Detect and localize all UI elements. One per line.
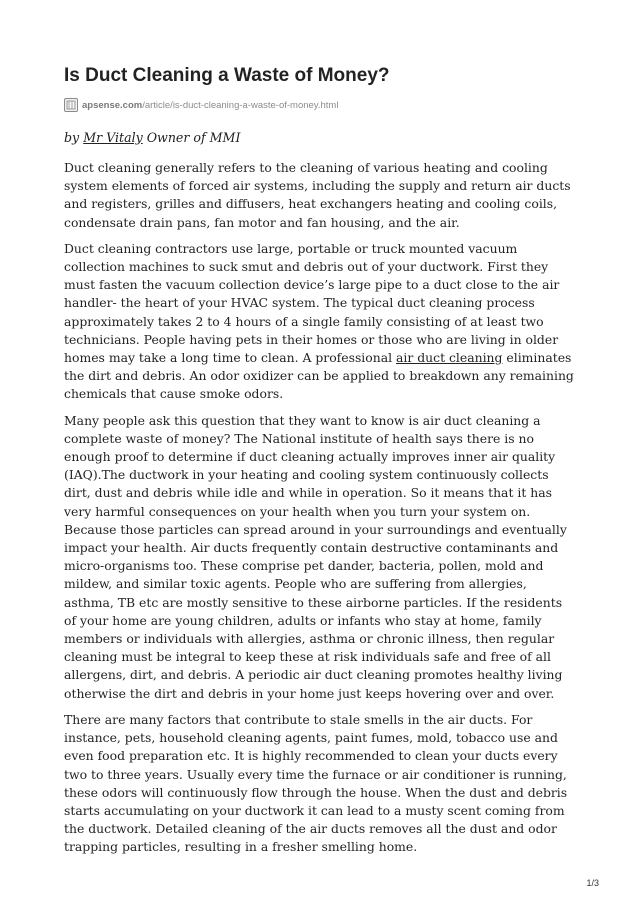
paragraph-2-text-before: Duct cleaning contractors use large, portable or truck mounted vacuum collection machines to suck smut and debris out of your ductwork. First they must fasten the vacuum collection device’s large pipe to a duct close to the air handler- the heart of your HVAC system. The typical duct cleaning process approximately takes 2 to 4 hours of a single family consisting of at least two technicians. People having pets in their homes or those who are living in older homes may take a long time to clean. A professional: [64, 240, 560, 366]
author-link[interactable]: Mr Vitaly: [83, 130, 143, 145]
byline: [64, 129, 576, 147]
source-domain: apsense.com: [82, 99, 143, 111]
paragraph-4: There are many factors that contribute to stale smells in the air ducts. For instance, pets, household cleaning agents, paint fumes, mold, tobacco use and even food preparation etc. It is highly recommended to clean your ducts every two to three years. Usually every time the furnace or air conditioner is running, these odors will continuously flow through the house. When the dust and debris starts accumulating on your ductwork it can lead to a musty scent coming from the ductwork. Detailed cleaning of the air ducts removes all the dust and odor trapping particles, resulting in a fresher smelling home.: [64, 711, 568, 855]
paragraph-3: Many people ask this question that they want to know is air duct cleaning a complete waste of money? The National institute of health says there is no enough proof to determine if duct cleaning actually improves inner air quality (IAQ).The ductwork in your heating and cooling system continuously collects dirt, dust and debris while idle and while in operation. So it means that it has very harmful consequences on your health when you turn your system on. Because those particles can spread around in your surroundings and eventually impact your health. Air ducts frequently contain destructive contaminants and micro-organisms too. These comprise pet dander, bacteria, pollen, mold and mildew, and similar toxic agents. People who are suffering from allergies, asthma, TB etc are mostly sensitive to these airborne particles. If the residents of your home are young children, adults or infants who stay at home, family members or individuals with allergies, asthma or chronic illness, then regular cleaning must be integral to keep these at risk individuals safe and free of all allergens, dirt, and debris. A periodic air duct cleaning promotes healthy living otherwise the dirt and debris in your home just keeps hovering over and over.: [64, 412, 567, 701]
paragraph-2: [64, 240, 576, 404]
source-url[interactable]: [82, 100, 338, 111]
source-line: [64, 96, 576, 114]
source-path: /article/is-duct-cleaning-a-waste-of-money.html: [142, 99, 339, 111]
paragraph-2-text-after: eliminates the dirt and debris. An odor oxidizer can be applied to breakdown any remaining chemicals that cause smoke odors.: [64, 350, 574, 402]
article-title: Is Duct Cleaning a Waste of Money?: [64, 65, 390, 86]
paragraph-1: Duct cleaning generally refers to the cleaning of various heating and cooling system elements of forced air systems, including the supply and return air ducts and registers, grilles and diffusers, heat exchangers heating and cooling coils, condensate drain pans, fan motor and fan housing, and the air.: [64, 160, 571, 230]
air-duct-cleaning-link[interactable]: air duct cleaning: [396, 350, 503, 366]
byline-suffix: Owner of MMI: [142, 130, 241, 145]
apsense-favicon-icon: [64, 98, 78, 112]
byline-prefix: by: [64, 130, 84, 145]
page-number: 1/3: [586, 878, 599, 888]
